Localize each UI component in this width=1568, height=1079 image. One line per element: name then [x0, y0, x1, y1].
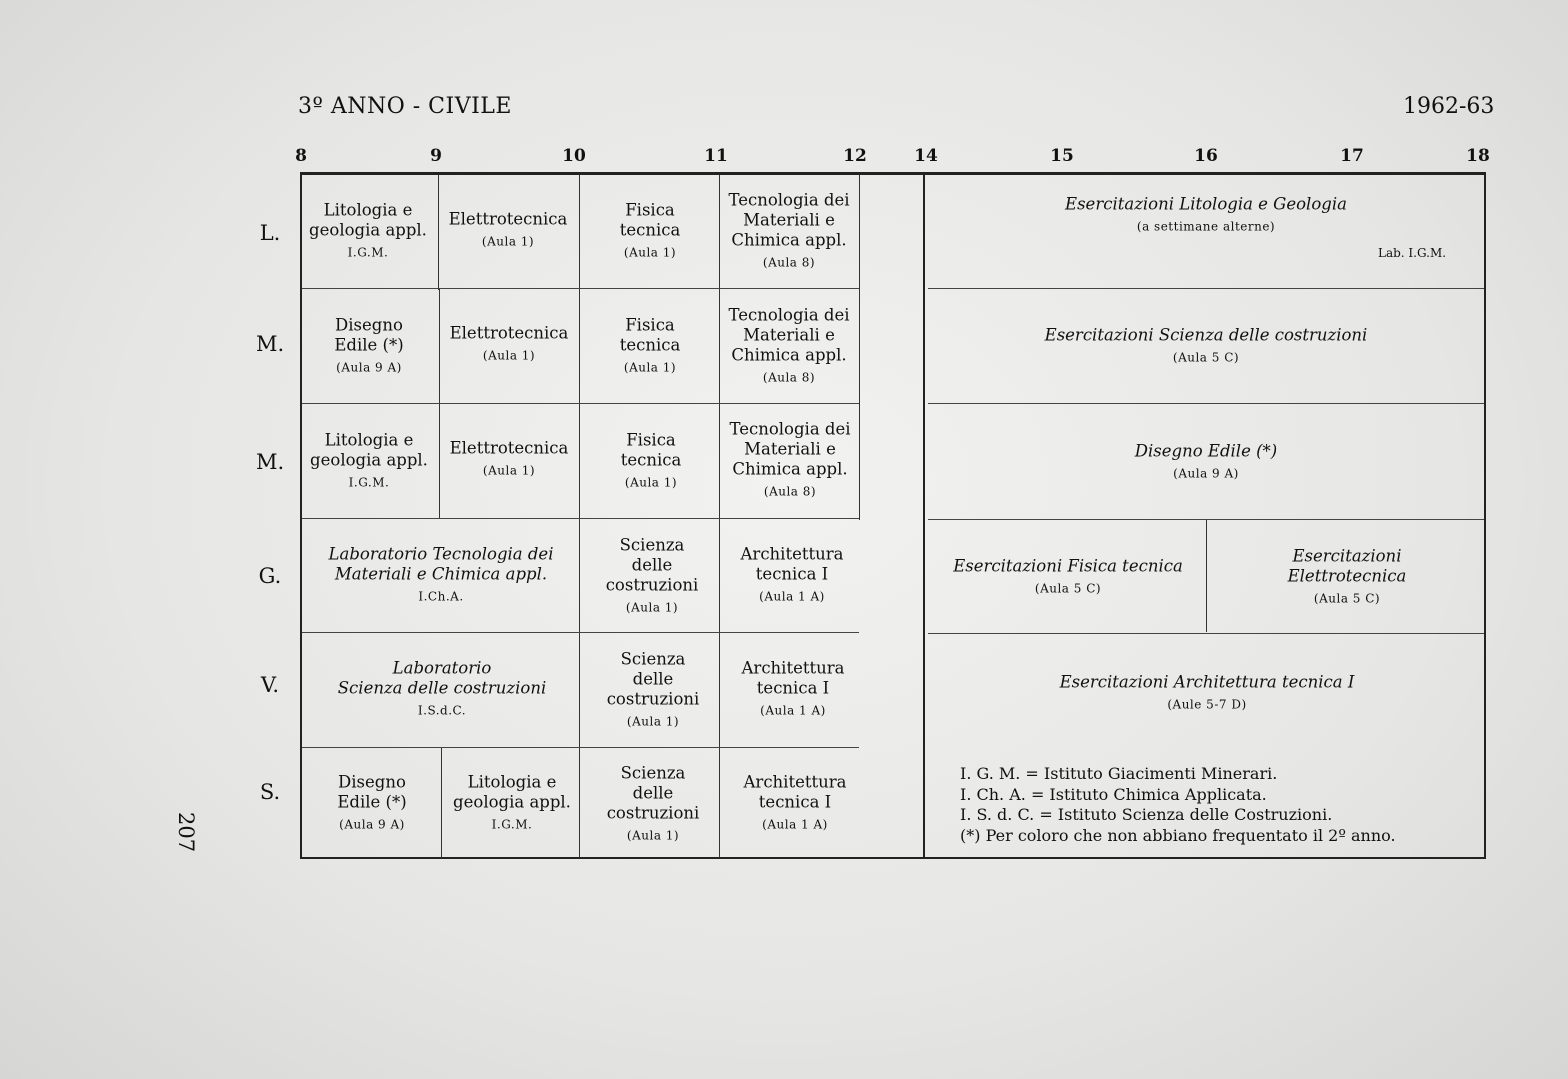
divider	[928, 519, 1484, 520]
divider	[928, 288, 1484, 289]
divider	[302, 747, 859, 748]
timetable-cell: Disegno Edile (*) (Aula 9 A)	[1134, 441, 1278, 481]
timetable-cell: Tecnologia dei Materiali e Chimica appl. (Aula 8)	[728, 190, 850, 270]
timetable-cell: Elettrotecnica (Aula 1)	[448, 209, 568, 249]
divider	[302, 518, 859, 519]
timetable-cell: Elettrotecnica (Aula 1)	[449, 438, 569, 478]
hour-label: 16	[1194, 146, 1218, 166]
timetable-cell: Disegno Edile (*) (Aula 9 A)	[334, 315, 404, 375]
day-label: G.	[258, 564, 282, 588]
timetable-cell: Fisica tecnica (Aula 1)	[619, 315, 681, 375]
divider	[441, 748, 442, 858]
timetable-cell: Architettura tecnica I (Aula 1 A)	[741, 658, 845, 718]
timetable-cell: Esercitazioni Scienza delle costruzioni (Aula 5 C)	[1044, 325, 1368, 365]
timetable-cell: Litologia e geologia appl. I.G.M.	[310, 430, 428, 490]
hour-label: 11	[704, 146, 728, 166]
timetable-cell: Architettura tecnica I (Aula 1 A)	[743, 772, 847, 832]
timetable-cell: Litologia e geologia appl. I.G.M.	[309, 200, 427, 260]
timetable-cell: Esercitazioni Architettura tecnica I (Aule 5-7 D)	[1059, 672, 1355, 712]
timetable-cell: Scienza delle costruzioni (Aula 1)	[606, 763, 700, 843]
hour-label: 10	[562, 146, 586, 166]
divider	[439, 289, 440, 519]
divider	[302, 403, 859, 404]
lab-note: Lab. I.G.M.	[1378, 246, 1447, 260]
academic-year: 1962-63	[1403, 94, 1495, 119]
divider	[302, 288, 859, 289]
timetable-cell: Disegno Edile (*) (Aula 9 A)	[337, 772, 407, 832]
day-label: L.	[259, 221, 281, 245]
hour-label: 18	[1466, 146, 1490, 166]
day-label: M.	[256, 332, 285, 356]
timetable-cell: Architettura tecnica I (Aula 1 A)	[740, 544, 844, 604]
divider	[859, 175, 860, 520]
timetable-cell: Esercitazioni Litologia e Geologia (a settimane alterne)	[1065, 194, 1347, 234]
timetable-cell: Scienza delle costruzioni (Aula 1)	[605, 535, 699, 615]
timetable-cell: Esercitazioni Elettrotecnica (Aula 5 C)	[1287, 546, 1407, 606]
timetable-cell: Fisica tecnica (Aula 1)	[620, 430, 682, 490]
timetable-cell: Tecnologia dei Materiali e Chimica appl. (Aula 8)	[728, 305, 850, 385]
timetable-cell: Laboratorio Tecnologia dei Materiali e Chimica appl. I.Ch.A.	[328, 544, 554, 604]
timetable-cell: Litologia e geologia appl. I.G.M.	[453, 772, 571, 832]
hour-label: 14	[914, 146, 938, 166]
divider	[928, 633, 1484, 634]
legend	[960, 764, 1396, 846]
timetable-cell: Fisica tecnica (Aula 1)	[619, 200, 681, 260]
hour-label: 17	[1340, 146, 1364, 166]
timetable-cell: Elettrotecnica (Aula 1)	[449, 323, 569, 363]
timetable-cell: Esercitazioni Fisica tecnica (Aula 5 C)	[953, 556, 1183, 596]
day-label: S.	[259, 780, 281, 804]
hour-label: 8	[295, 146, 307, 166]
divider	[719, 175, 720, 858]
legend-line: (*) Per coloro che non abbiano frequentato il 2º anno.	[960, 825, 1396, 845]
legend-line: I. Ch. A. = Istituto Chimica Applicata.	[960, 784, 1267, 804]
hour-label: 15	[1050, 146, 1074, 166]
divider	[928, 403, 1484, 404]
day-label: M.	[256, 450, 285, 474]
page-title: 3º ANNO - CIVILE	[298, 94, 512, 119]
hour-label: 9	[430, 146, 442, 166]
legend-line: I. G. M. = Istituto Giacimenti Minerari.	[960, 764, 1278, 783]
legend-line: I. S. d. C. = Istituto Scienza delle Costruzioni.	[960, 805, 1333, 824]
timetable-cell: Laboratorio Scienza delle costruzioni I.S.d.C.	[337, 658, 547, 718]
divider	[438, 175, 439, 290]
timetable-grid	[300, 172, 1486, 859]
timetable-cell: Tecnologia dei Materiali e Chimica appl. (Aula 8)	[729, 419, 851, 499]
divider	[923, 175, 925, 858]
page-number: 207	[174, 812, 198, 853]
hour-label: 12	[843, 146, 867, 166]
divider	[302, 632, 859, 633]
divider	[579, 175, 580, 858]
divider	[1206, 520, 1207, 632]
timetable-cell: Scienza delle costruzioni (Aula 1)	[606, 649, 700, 729]
day-label: V.	[260, 673, 280, 697]
